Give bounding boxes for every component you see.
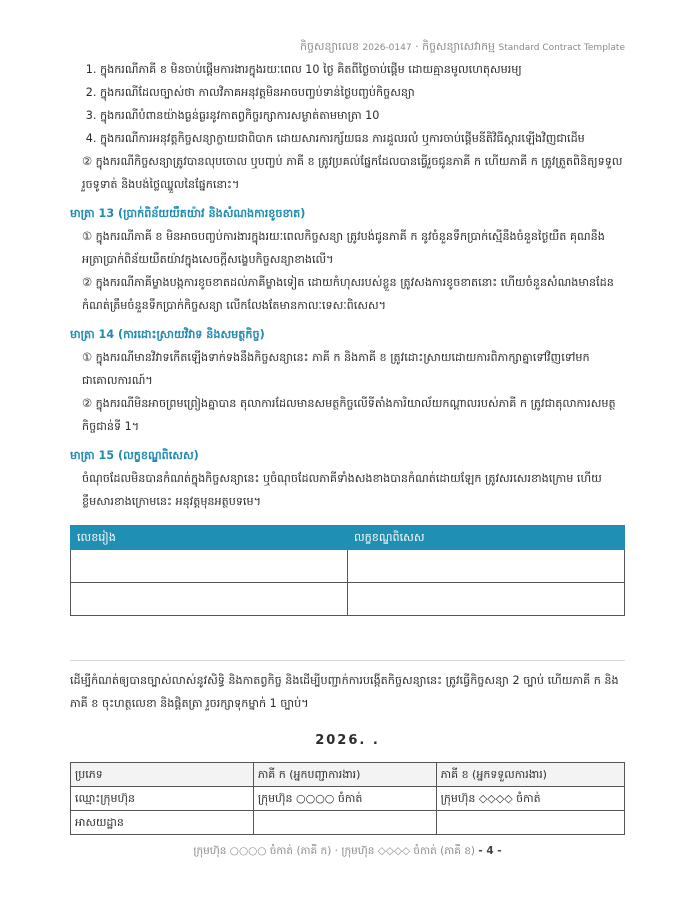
article-14-heading: [70, 323, 625, 346]
page-number: - 4 -: [478, 845, 502, 857]
signature-table: [70, 762, 625, 835]
table-cell[interactable]: [348, 583, 625, 616]
column-header: លក្ខខណ្ឌពិសេស: [348, 526, 625, 550]
article-number: 13: [98, 207, 115, 220]
article-13-heading: [70, 202, 625, 225]
table-row: [71, 550, 625, 583]
table-cell[interactable]: [71, 583, 348, 616]
column-header: លេខរៀង: [71, 526, 348, 550]
page-header: [300, 40, 625, 56]
article-title: (លក្ខខណ្ឌពិសេស): [118, 449, 199, 462]
header-subtitle: កិច្ចសន្យាសេវាកម្ម: [422, 40, 496, 53]
paragraph-termination-2: ② ក្នុងករណីកិច្ចសន្យាត្រូវបានលុបចោល ឬបញ្ចប់ ភាគី ខ ត្រូវប្រគល់ផ្នែកដែលបានធ្វើរួចជូនភាគី ក ហើយភាគី ក ត្រូវត្រួតពិនិត្យទទួល រួចទូទាត់ និងបង់ថ្លៃឈ្នួលនៃផ្នែកនោះ។: [82, 155, 623, 191]
table-header-row: [71, 526, 625, 550]
table-cell: អាសយដ្ឋាន: [71, 811, 254, 835]
footer-party-a: ក្រុមហ៊ុន ○○○○ ចំកាត់: [193, 845, 294, 857]
article-14-para-2: ② ក្នុងករណីមិនអាចព្រមព្រៀងគ្នាបាន តុលាការដែលមានសមត្ថកិច្ចលើទីតាំងការិយាល័យកណ្ដាលរបស់ភាគី ក ត្រូវជាតុលាការសមត្ថកិច្ចជាន់ទី 1។: [82, 397, 616, 433]
section-divider: [70, 660, 625, 661]
list-item: 2. ក្នុងករណីដែលច្បាស់ថា កាលវិភាគអនុវត្តមិនអាចបញ្ចប់ទាន់ថ្ងៃបញ្ចប់កិច្ចសន្យា: [100, 81, 625, 104]
table-row: [71, 811, 625, 835]
table-cell: ក្រុមហ៊ុន ◇◇◇◇ ចំកាត់: [436, 787, 624, 811]
table-cell[interactable]: [71, 550, 348, 583]
article-number: 15: [98, 449, 115, 462]
signing-date: 2026. .: [315, 733, 380, 748]
termination-list: [70, 58, 625, 150]
header-doc-number: 2026-0147: [362, 43, 412, 53]
table-cell: ក្រុមហ៊ុន ○○○○ ចំកាត់: [253, 787, 436, 811]
table-header-row: [71, 763, 625, 787]
header-template-label: Standard Contract Template: [498, 43, 625, 53]
footer-party-b: · ក្រុមហ៊ុន ◇◇◇◇ ចំកាត់: [334, 845, 437, 857]
article-number: 14: [98, 328, 115, 341]
list-item: 4. ក្នុងករណីការអនុវត្តកិច្ចសន្យាក្លាយជាពិបាក ដោយសារការក្ស័យធន ការដួលរលំ ឬការចាប់ផ្ដើមនីតិវិធីស្ដារឡើងវិញជាដើម: [100, 127, 625, 150]
article-title: (ប្រាក់ពិន័យយឺតយ៉ាវ និងសំណងការខូចខាត): [118, 207, 306, 220]
header-separator: ·: [415, 40, 419, 53]
article-prefix: មាត្រា: [70, 449, 95, 462]
article-prefix: មាត្រា: [70, 207, 95, 220]
list-item: 3. ក្នុងករណីបំពានយ៉ាងធ្ងន់ធ្ងរនូវកាតព្វកិច្ចរក្សាការសម្ងាត់តាមមាត្រា 10: [100, 104, 625, 127]
article-15-heading: [70, 444, 625, 467]
column-header: ភាគី ខ (អ្នកទទួលការងារ): [436, 763, 624, 787]
table-row: [71, 583, 625, 616]
table-cell: ឈ្មោះក្រុមហ៊ុន: [71, 787, 254, 811]
table-cell[interactable]: [253, 811, 436, 835]
article-13-para-1: ① ក្នុងករណីភាគី ខ មិនអាចបញ្ចប់ការងារក្នុងរយៈពេលកិច្ចសន្យា ត្រូវបង់ជូនភាគី ក នូវចំនួនទឹកប្រាក់ស្មើនឹងចំនួនថ្ងៃយឺត គុណនឹងអត្រាប្រាក់ពិន័យយឺតយ៉ាវក្នុងសេចក្ដីសង្ខេបកិច្ចសន្យាខាងលើ។: [82, 230, 605, 266]
header-title: កិច្ចសន្យាលេខ: [300, 40, 360, 53]
page-footer: [0, 845, 695, 860]
footer-party-a-role: (ភាគី ក): [296, 845, 332, 857]
list-item: 1. ក្នុងករណីភាគី ខ មិនចាប់ផ្ដើមការងារក្នុងរយៈពេល 10 ថ្ងៃ គិតពីថ្ងៃចាប់ផ្ដើម ដោយគ្មានមូលហេតុសមរម្យ: [100, 58, 625, 81]
table-cell[interactable]: [436, 811, 624, 835]
special-conditions-table: [70, 525, 625, 616]
closing-paragraph: ដើម្បីកំណត់ឲ្យបានច្បាស់លាស់នូវសិទ្ធិ និងកាតព្វកិច្ច និងដើម្បីបញ្ជាក់ការបង្កើតកិច្ចសន្យានេះ ត្រូវធ្វើកិច្ចសន្យា 2 ច្បាប់ ហើយភាគី ក និងភាគី ខ ចុះហត្ថលេខា និងផ្ដិតត្រា រួចរក្សាទុកម្នាក់ 1 ច្បាប់។: [70, 674, 619, 710]
column-header: ប្រភេទ: [71, 763, 254, 787]
table-cell[interactable]: [348, 550, 625, 583]
footer-party-b-role: (ភាគី ខ): [440, 845, 475, 857]
column-header: ភាគី ក (អ្នកបញ្ជាការងារ): [253, 763, 436, 787]
article-13-para-2: ② ក្នុងករណីភាគីម្ខាងបង្កការខូចខាតដល់ភាគីម្ខាងទៀត ដោយកំហុសរបស់ខ្លួន ត្រូវសងការខូចខាតនោះ ហើយចំនួនសំណងមានដែនកំណត់ត្រឹមចំនួនទឹកប្រាក់កិច្ចសន្យា លើកលែងតែមានកាលៈទេសៈពិសេស។: [82, 276, 614, 312]
article-14-para-1: ① ក្នុងករណីមានវិវាទកើតឡើងទាក់ទងនឹងកិច្ចសន្យានេះ ភាគី ក និងភាគី ខ ត្រូវដោះស្រាយដោយការពិភាក្សាគ្នាទៅវិញទៅមកជាគោលការណ៍។: [82, 351, 590, 387]
document-body: [70, 58, 625, 835]
article-title: (ការដោះស្រាយវិវាទ និងសមត្ថកិច្ច): [118, 328, 265, 341]
article-15-para-1: ចំណុចដែលមិនបានកំណត់ក្នុងកិច្ចសន្យានេះ ឬចំណុចដែលភាគីទាំងសងខាងបានកំណត់ដោយឡែក ត្រូវសរសេរខាងក្រោម ហើយខ្លឹមសារខាងក្រោមនេះ អនុវត្តមុនអត្ថបទមេ។: [82, 472, 602, 508]
article-prefix: មាត្រា: [70, 328, 95, 341]
table-row: [71, 787, 625, 811]
